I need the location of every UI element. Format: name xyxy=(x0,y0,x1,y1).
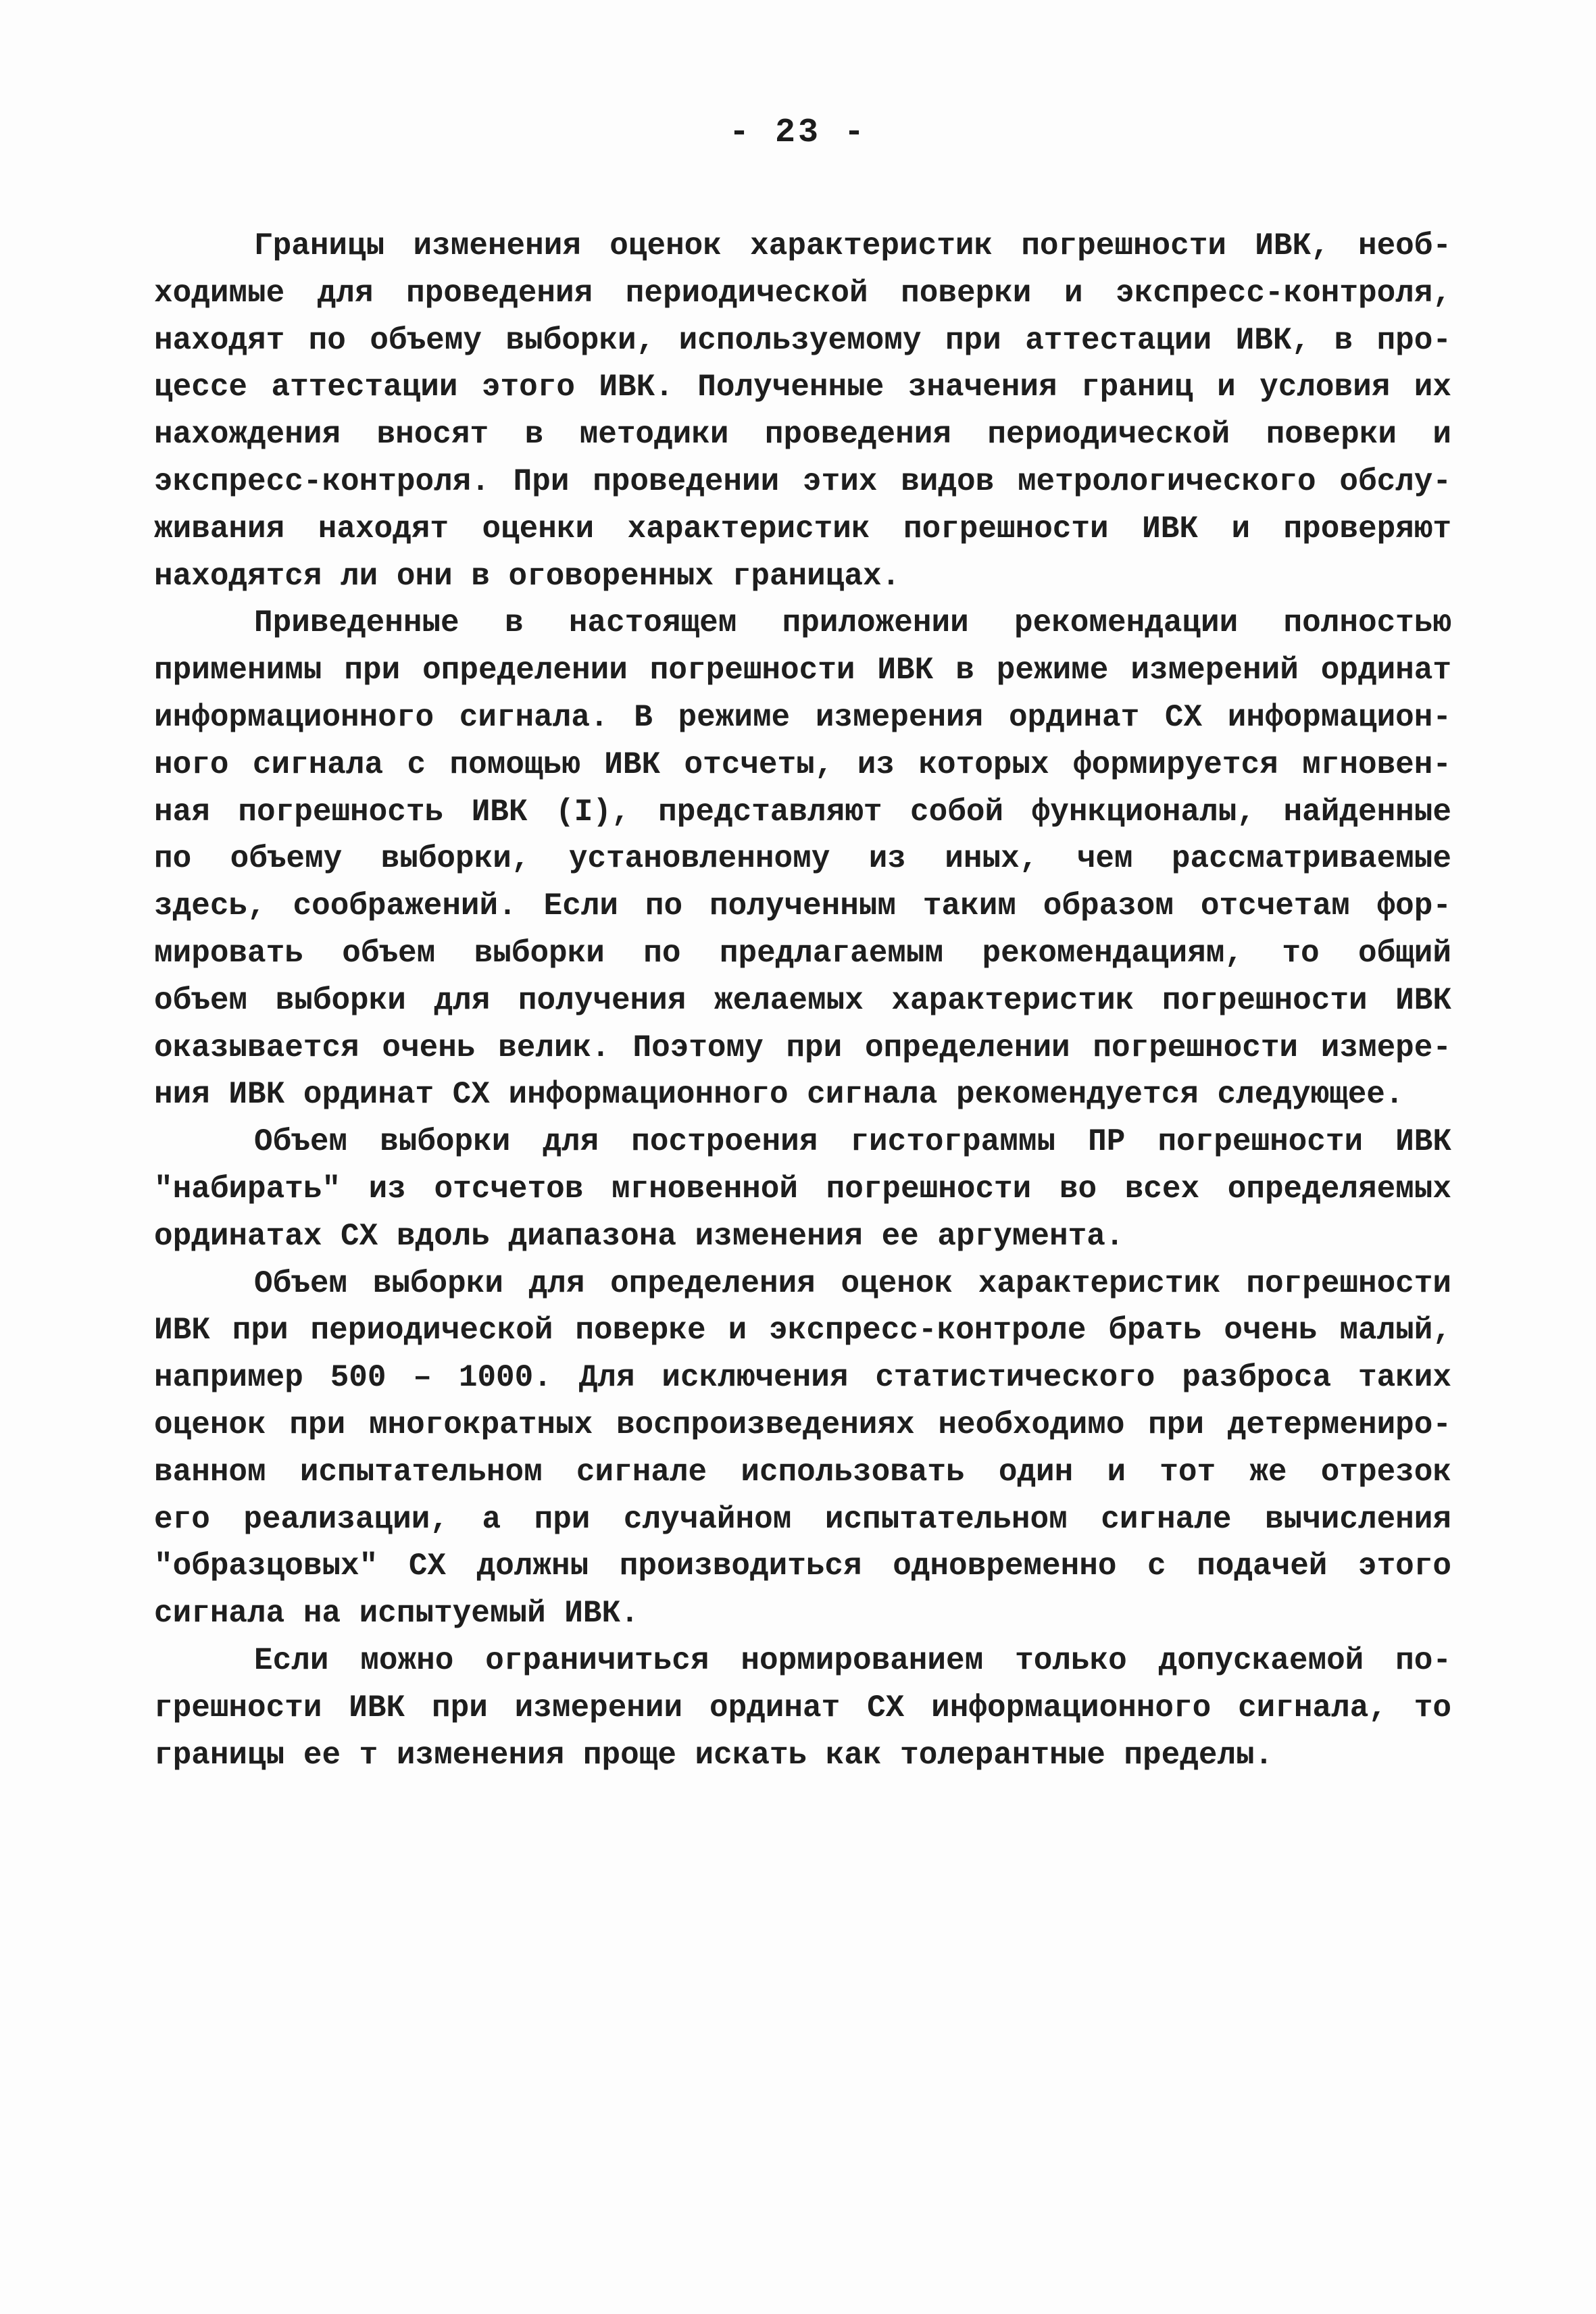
text-line: "образцовых" СХ должны производиться одновременно с подачей этого xyxy=(154,1549,1451,1584)
text-line: информационного сигнала. В режиме измерения ординат СХ информацион- xyxy=(154,699,1451,735)
text-line: ИВК при периодической поверке и экспресс-контроле брать очень малый, xyxy=(154,1313,1451,1349)
text-line: здесь, соображений. Если по полученным таким образом отсчетам фор- xyxy=(154,888,1451,924)
paragraph xyxy=(154,1119,1451,1260)
text-line: живания находят оценки характеристик погрешности ИВК и проверяют xyxy=(154,511,1451,547)
text-line: Границы изменения оценок характеристик погрешности ИВК, необ- xyxy=(254,228,1451,263)
text-line: ванном испытательном сигнале использовать один и тот же отрезок xyxy=(154,1454,1451,1490)
text-line: ординатах СХ вдоль диапазона изменения ее аргумента. xyxy=(154,1218,1124,1254)
text-line: оценок при многократных воспроизведениях необходимо при детермениро- xyxy=(154,1407,1451,1442)
text-line: находят по объему выборки, используемому при аттестации ИВК, в про- xyxy=(154,322,1451,358)
text-line: объем выборки для получения желаемых характеристик погрешности ИВК xyxy=(154,982,1451,1018)
text-line: границы ее т изменения проще искать как толерантные пределы. xyxy=(154,1737,1274,1773)
body-text xyxy=(154,223,1451,1779)
text-line: ная погрешность ИВК (I), представляют собой функционалы, найденные xyxy=(154,794,1451,830)
text-line: применимы при определении погрешности ИВК в режиме измерений ординат xyxy=(154,653,1451,688)
text-line: нахождения вносят в методики проведения периодической поверки и xyxy=(154,417,1451,453)
text-line: мировать объем выборки по предлагаемым рекомендациям, то общий xyxy=(154,935,1451,971)
text-line: по объему выборки, установленному из иных, чем рассматриваемые xyxy=(154,841,1451,877)
paragraph xyxy=(154,600,1451,1119)
paragraph xyxy=(154,1261,1451,1638)
text-line: ния ИВК ординат СХ информационного сигнала рекомендуется следующее. xyxy=(154,1077,1404,1113)
paragraph xyxy=(154,223,1451,600)
text-line: сигнала на испытуемый ИВК. xyxy=(154,1596,639,1632)
text-line: цессе аттестации этого ИВК. Полученные значения границ и условия их xyxy=(154,370,1451,405)
text-line: находятся ли они в оговоренных границах. xyxy=(154,558,901,594)
text-line: Если можно ограничиться нормированием только допускаемой по- xyxy=(254,1642,1451,1678)
text-line: Объем выборки для определения оценок характеристик погрешности xyxy=(254,1265,1451,1301)
text-line: экспресс-контроля. При проведении этих видов метрологического обслу- xyxy=(154,463,1451,499)
page-number: - 23 - xyxy=(728,114,868,152)
text-line: грешности ИВК при измерении ординат СХ информационного сигнала, то xyxy=(154,1690,1451,1726)
text-line: Объем выборки для построения гистограммы ПР погрешности ИВК xyxy=(254,1124,1451,1160)
text-line: Приведенные в настоящем приложении рекомендации полностью xyxy=(254,605,1451,641)
text-line: ходимые для проведения периодической поверки и экспресс-контроля, xyxy=(154,275,1451,311)
text-line: ного сигнала с помощью ИВК отсчеты, из которых формируется мгновен- xyxy=(154,747,1451,782)
text-line: оказывается очень велик. Поэтому при определении погрешности измере- xyxy=(154,1030,1451,1065)
paragraph xyxy=(154,1638,1451,1779)
text-line: например 500 – 1000. Для исключения статистического разброса таких xyxy=(154,1360,1451,1396)
text-line: "набирать" из отсчетов мгновенной погрешности во всех определяемых xyxy=(154,1171,1451,1207)
text-line: его реализации, а при случайном испытательном сигнале вычисления xyxy=(154,1501,1451,1537)
